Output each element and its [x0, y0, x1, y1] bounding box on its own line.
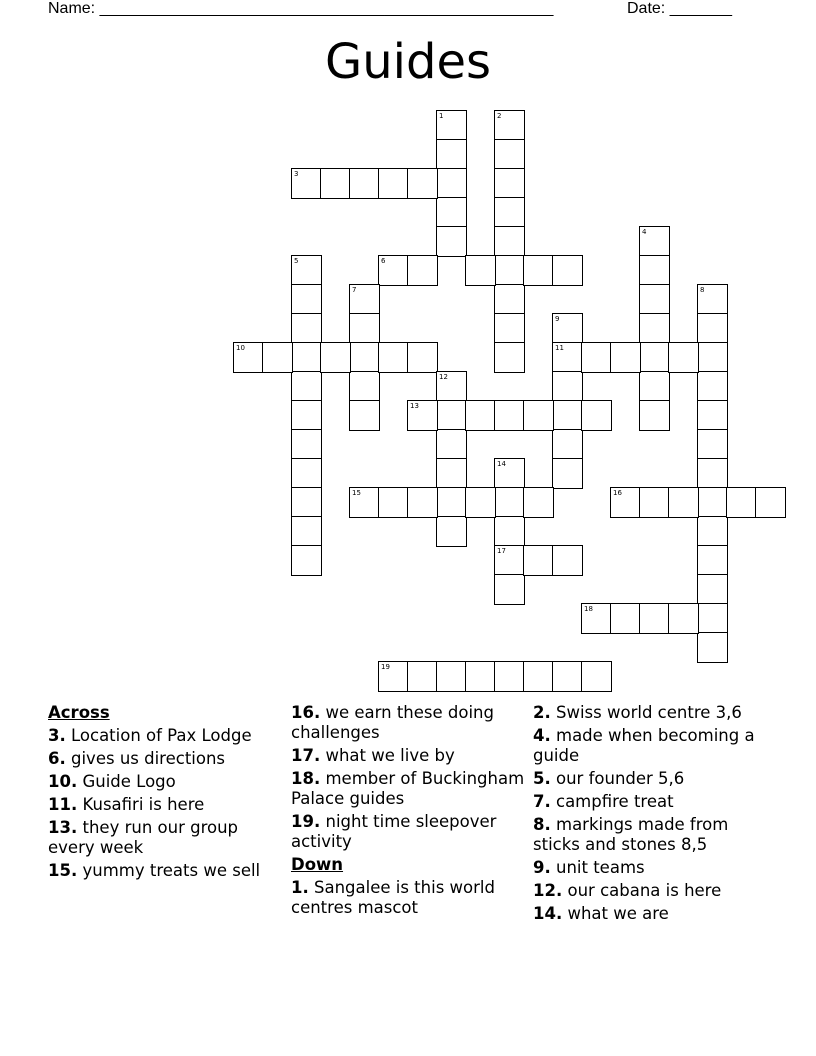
- grid-cell[interactable]: [407, 342, 438, 373]
- clue-number: 18: [584, 605, 593, 613]
- page-title: Guides: [325, 34, 491, 90]
- grid-cell[interactable]: [436, 110, 467, 141]
- grid-cell[interactable]: [494, 168, 525, 199]
- grid-cell[interactable]: [494, 661, 525, 692]
- clue-column-2: [291, 703, 531, 921]
- grid-cell[interactable]: [581, 400, 612, 431]
- grid-cell[interactable]: [291, 487, 322, 518]
- grid-cell[interactable]: [697, 458, 728, 489]
- clue-item-text: what we live by: [325, 746, 455, 765]
- clue-item-text: made when becoming a guide: [533, 726, 755, 765]
- grid-cell[interactable]: [523, 400, 554, 431]
- grid-cell[interactable]: [349, 400, 380, 431]
- clue-number: 10: [236, 344, 245, 352]
- grid-cell[interactable]: [436, 400, 467, 431]
- clue-item-number: 10.: [48, 772, 78, 791]
- grid-cell[interactable]: [465, 487, 496, 518]
- clue-item: [533, 815, 773, 855]
- grid-cell[interactable]: [349, 284, 380, 315]
- clue-item-number: 19.: [291, 812, 321, 831]
- grid-cell[interactable]: [639, 313, 670, 344]
- grid-cell[interactable]: [436, 371, 467, 402]
- clue-item: [291, 703, 531, 743]
- clue-item-number: 14.: [533, 904, 563, 923]
- grid-cell[interactable]: [407, 400, 438, 431]
- grid-cell[interactable]: [465, 661, 496, 692]
- grid-cell[interactable]: [639, 342, 670, 373]
- clue-item-text: unit teams: [556, 858, 645, 877]
- clue-item: [533, 769, 773, 789]
- grid-cell[interactable]: [291, 545, 322, 576]
- clue-item-number: 17.: [291, 746, 321, 765]
- grid-cell[interactable]: [291, 313, 322, 344]
- grid-cell[interactable]: [552, 661, 583, 692]
- clue-item: [533, 904, 773, 924]
- clue-section-heading: Down: [291, 855, 344, 874]
- grid-cell[interactable]: [552, 545, 583, 576]
- grid-cell[interactable]: [291, 458, 322, 489]
- grid-cell[interactable]: [639, 603, 670, 634]
- clue-number: 2: [497, 112, 502, 120]
- clue-item-text: we earn these doing challenges: [291, 703, 494, 742]
- grid-cell[interactable]: [581, 603, 612, 634]
- grid-cell[interactable]: [552, 371, 583, 402]
- clue-item-number: 13.: [48, 818, 78, 837]
- grid-cell[interactable]: [697, 429, 728, 460]
- grid-cell[interactable]: [581, 661, 612, 692]
- grid-cell[interactable]: [407, 168, 438, 199]
- clue-item-number: 18.: [291, 769, 321, 788]
- grid-cell[interactable]: [697, 371, 728, 402]
- grid-cell[interactable]: [523, 545, 554, 576]
- grid-cell[interactable]: [378, 661, 409, 692]
- clue-item-text: markings made from sticks and stones 8,5: [533, 815, 729, 854]
- clue-number: 6: [381, 257, 386, 265]
- clue-item-number: 11.: [48, 795, 78, 814]
- grid-cell[interactable]: [494, 487, 525, 518]
- grid-cell[interactable]: [552, 342, 583, 373]
- clue-item-number: 9.: [533, 858, 551, 877]
- name-field-label: Name: ___________________________________________________: [48, 0, 554, 17]
- grid-cell[interactable]: [494, 226, 525, 257]
- clue-item-text: Sangalee is this world centres mascot: [291, 878, 495, 917]
- grid-cell[interactable]: [494, 516, 525, 547]
- grid-cell[interactable]: [552, 400, 583, 431]
- grid-cell[interactable]: [436, 168, 467, 199]
- clue-number: 5: [294, 257, 299, 265]
- grid-cell[interactable]: [697, 313, 728, 344]
- clue-item-text: Swiss world centre 3,6: [556, 703, 742, 722]
- grid-cell[interactable]: [262, 342, 293, 373]
- grid-cell[interactable]: [494, 284, 525, 315]
- grid-cell[interactable]: [726, 487, 757, 518]
- grid-cell[interactable]: [378, 487, 409, 518]
- clue-number: 1: [439, 112, 444, 120]
- clue-number: 8: [700, 286, 705, 294]
- grid-cell[interactable]: [697, 574, 728, 605]
- clue-item: [48, 861, 288, 881]
- grid-cell[interactable]: [697, 545, 728, 576]
- grid-cell[interactable]: [436, 139, 467, 170]
- grid-cell[interactable]: [291, 516, 322, 547]
- grid-cell[interactable]: [436, 226, 467, 257]
- grid-cell[interactable]: [668, 342, 699, 373]
- clue-item: [48, 818, 288, 858]
- grid-cell[interactable]: [407, 487, 438, 518]
- grid-cell[interactable]: [291, 400, 322, 431]
- grid-cell[interactable]: [697, 632, 728, 663]
- grid-cell[interactable]: [494, 545, 525, 576]
- grid-cell[interactable]: [494, 342, 525, 373]
- grid-cell[interactable]: [639, 284, 670, 315]
- grid-cell[interactable]: [552, 429, 583, 460]
- grid-cell[interactable]: [494, 255, 525, 286]
- grid-cell[interactable]: [378, 342, 409, 373]
- clue-number: 11: [555, 344, 564, 352]
- grid-cell[interactable]: [755, 487, 786, 518]
- grid-cell[interactable]: [639, 400, 670, 431]
- grid-cell[interactable]: [494, 458, 525, 489]
- clue-number: 16: [613, 489, 622, 497]
- clue-item: [533, 881, 773, 901]
- grid-cell[interactable]: [523, 255, 554, 286]
- clue-item-number: 6.: [48, 749, 66, 768]
- grid-cell[interactable]: [407, 661, 438, 692]
- clue-item-text: night time sleepover activity: [291, 812, 497, 851]
- clue-item-text: campfire treat: [556, 792, 674, 811]
- grid-cell[interactable]: [320, 168, 351, 199]
- clue-item-number: 3.: [48, 726, 66, 745]
- clue-item-number: 16.: [291, 703, 321, 722]
- grid-cell[interactable]: [349, 487, 380, 518]
- grid-cell[interactable]: [378, 255, 409, 286]
- clue-item-text: yummy treats we sell: [82, 861, 261, 880]
- clue-number: 19: [381, 663, 390, 671]
- grid-cell[interactable]: [581, 342, 612, 373]
- grid-cell[interactable]: [697, 342, 728, 373]
- grid-cell[interactable]: [523, 661, 554, 692]
- grid-cell[interactable]: [465, 255, 496, 286]
- grid-cell[interactable]: [349, 342, 380, 373]
- clue-item-text: Location of Pax Lodge: [71, 726, 252, 745]
- clue-column-1: [48, 703, 288, 884]
- clue-item-number: 7.: [533, 792, 551, 811]
- clue-item-number: 8.: [533, 815, 551, 834]
- clue-item: [291, 878, 531, 918]
- grid-cell[interactable]: [639, 371, 670, 402]
- clue-item-number: 12.: [533, 881, 563, 900]
- grid-cell[interactable]: [668, 603, 699, 634]
- grid-cell[interactable]: [291, 429, 322, 460]
- grid-cell[interactable]: [291, 342, 322, 373]
- clue-number: 9: [555, 315, 560, 323]
- clue-item: [48, 726, 288, 746]
- grid-cell[interactable]: [639, 255, 670, 286]
- grid-cell[interactable]: [378, 168, 409, 199]
- clue-item-text: Guide Logo: [82, 772, 176, 791]
- clue-item: [533, 858, 773, 878]
- clue-item: [291, 746, 531, 766]
- grid-cell[interactable]: [349, 313, 380, 344]
- clue-item-text: they run our group every week: [48, 818, 239, 857]
- clue-item: [48, 795, 288, 815]
- grid-cell[interactable]: [523, 487, 554, 518]
- clue-item-text: Kusafiri is here: [82, 795, 205, 814]
- clue-item-number: 4.: [533, 726, 551, 745]
- grid-cell[interactable]: [639, 487, 670, 518]
- clue-item: [533, 726, 773, 766]
- clue-item: [48, 749, 288, 769]
- clue-item-number: 2.: [533, 703, 551, 722]
- grid-cell[interactable]: [436, 661, 467, 692]
- grid-cell[interactable]: [320, 342, 351, 373]
- grid-cell[interactable]: [291, 371, 322, 402]
- clue-number: 14: [497, 460, 506, 468]
- clue-section-heading: Across: [48, 703, 110, 722]
- clue-item: [533, 792, 773, 812]
- grid-cell[interactable]: [697, 603, 728, 634]
- grid-cell[interactable]: [349, 371, 380, 402]
- grid-cell[interactable]: [494, 110, 525, 141]
- clue-item-text: our founder 5,6: [556, 769, 685, 788]
- clue-item-number: 15.: [48, 861, 78, 880]
- grid-cell[interactable]: [436, 487, 467, 518]
- grid-cell[interactable]: [639, 226, 670, 257]
- clue-item: [48, 772, 288, 792]
- clue-item-text: our cabana is here: [567, 881, 722, 900]
- grid-cell[interactable]: [494, 574, 525, 605]
- clue-number: 7: [352, 286, 357, 294]
- grid-cell[interactable]: [552, 255, 583, 286]
- grid-cell[interactable]: [552, 313, 583, 344]
- grid-cell[interactable]: [494, 139, 525, 170]
- date-field-label: Date: _______: [627, 0, 732, 17]
- grid-cell[interactable]: [552, 458, 583, 489]
- clue-number: 15: [352, 489, 361, 497]
- clue-item-number: 5.: [533, 769, 551, 788]
- grid-cell[interactable]: [610, 487, 641, 518]
- grid-cell[interactable]: [291, 284, 322, 315]
- clue-item-text: what we are: [567, 904, 669, 923]
- grid-cell[interactable]: [668, 487, 699, 518]
- clue-number: 17: [497, 547, 506, 555]
- grid-cell[interactable]: [436, 458, 467, 489]
- grid-cell[interactable]: [697, 400, 728, 431]
- clue-number: 4: [642, 228, 647, 236]
- clue-item-text: member of Buckingham Palace guides: [291, 769, 525, 808]
- clue-number: 12: [439, 373, 448, 381]
- clue-item: [291, 769, 531, 809]
- grid-cell[interactable]: [349, 168, 380, 199]
- clue-item-number: 1.: [291, 878, 309, 897]
- clue-item: [291, 812, 531, 852]
- clue-item-text: gives us directions: [71, 749, 226, 768]
- grid-cell[interactable]: [610, 603, 641, 634]
- grid-cell[interactable]: [697, 487, 728, 518]
- clue-number: 3: [294, 170, 299, 178]
- grid-cell[interactable]: [233, 342, 264, 373]
- grid-cell[interactable]: [697, 516, 728, 547]
- grid-cell[interactable]: [436, 429, 467, 460]
- grid-cell[interactable]: [494, 313, 525, 344]
- clue-item: [533, 703, 773, 723]
- grid-cell[interactable]: [291, 168, 322, 199]
- grid-cell[interactable]: [610, 342, 641, 373]
- grid-cell[interactable]: [494, 197, 525, 228]
- grid-cell[interactable]: [494, 400, 525, 431]
- grid-cell[interactable]: [697, 284, 728, 315]
- clue-number: 13: [410, 402, 419, 410]
- grid-cell[interactable]: [465, 400, 496, 431]
- grid-cell[interactable]: [407, 255, 438, 286]
- clue-column-3: [533, 703, 773, 927]
- grid-cell[interactable]: [436, 197, 467, 228]
- grid-cell[interactable]: [436, 516, 467, 547]
- grid-cell[interactable]: [291, 255, 322, 286]
